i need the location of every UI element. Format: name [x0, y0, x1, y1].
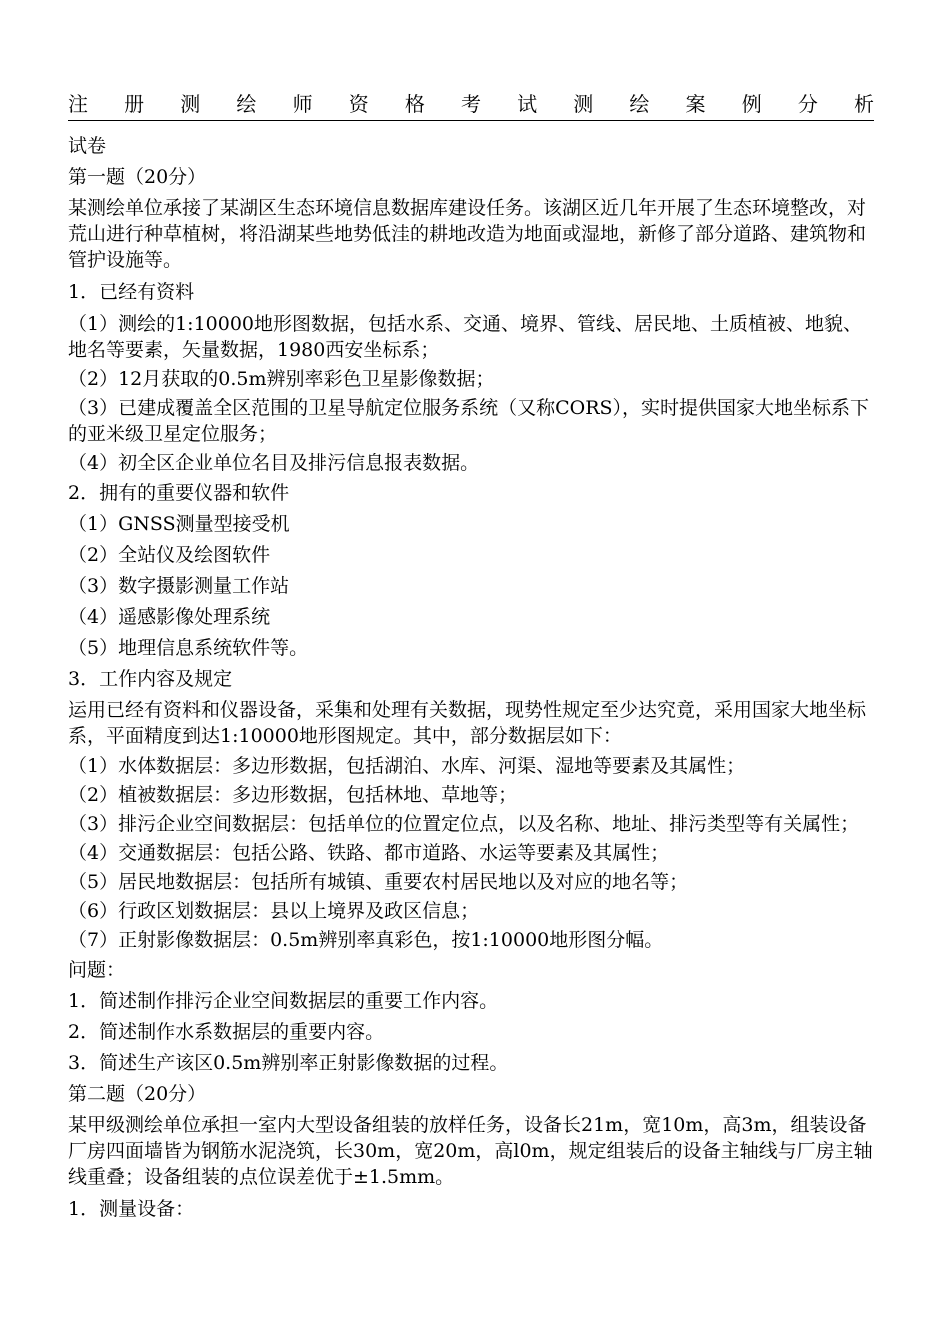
- section-heading: 1．测量设备：: [68, 1198, 195, 1220]
- title-char: 例: [741, 92, 762, 116]
- title-char: 格: [404, 92, 425, 116]
- list-item: （5）居民地数据层：包括所有城镇、重要农村居民地以及对应的地名等；: [68, 871, 689, 893]
- title-char: 试: [517, 92, 538, 116]
- list-item: （7）正射影像数据层：0.5m辨别率真彩色，按1:10000地形图分幅。: [68, 929, 664, 951]
- title-char: 注: [68, 92, 88, 116]
- list-item: （1）水体数据层：多边形数据，包括湖泊、水库、河渠、湿地等要素及其属性；: [68, 755, 746, 777]
- question-1-heading: 第一题（20分）: [68, 166, 207, 188]
- question-item: 3．简述生产该区0.5m辨别率正射影像数据的过程。: [68, 1052, 509, 1074]
- title-char: 册: [124, 92, 145, 116]
- title-char: 绘: [629, 92, 650, 116]
- document-page: [68, 90, 874, 1225]
- title-char: 绘: [236, 92, 257, 116]
- title-char: 资: [348, 92, 369, 116]
- list-item: （4）初全区企业单位名目及排污信息报表数据。: [68, 452, 480, 474]
- title-char: 分: [797, 92, 818, 116]
- list-item: （3）已建成覆盖全区范围的卫星导航定位服务系统（又称CORS），实时提供国家大地坐标系下的亚米级卫星定位服务；: [68, 397, 870, 445]
- section-heading: 2．拥有的重要仪器和软件: [68, 482, 290, 504]
- question-1-intro: 某测绘单位承接了某湖区生态环境信息数据库建设任务。该湖区近几年开展了生态环境整改，对荒山进行种草植树，将沿湖某些地势低洼的耕地改造为地面或湿地，新修了部分道路、建筑物和管护设施等。: [68, 197, 867, 271]
- list-item: （4）遥感影像处理系统: [68, 606, 271, 628]
- list-item: （3）数字摄影测量工作站: [68, 575, 290, 597]
- section-intro: 运用已经有资料和仪器设备，采集和处理有关数据，现势性规定至少达究竟，采用国家大地坐标系，平面精度到达1:10000地形图规定。其中，部分数据层如下：: [68, 699, 867, 747]
- list-item: （5）地理信息系统软件等。: [68, 637, 309, 659]
- title-char: 师: [292, 92, 313, 116]
- question-2-intro: 某甲级测绘单位承担一室内大型设备组装的放样任务，设备长21m，宽10m，高3m，组装设备厂房四面墙皆为钢筋水泥浇筑，长30m，宽20m，高l0m，规定组装后的设备主轴线与厂房主轴线重叠；设备组装的点位误差优于±1.5mm。: [68, 1114, 873, 1188]
- question-item: 1．简述制作排污企业空间数据层的重要工作内容。: [68, 990, 499, 1012]
- question-2-heading: 第二题（20分）: [68, 1083, 207, 1105]
- list-item: （2）植被数据层：多边形数据，包括林地、草地等；: [68, 784, 518, 806]
- list-item: （2）12月获取的0.5m辨别率彩色卫星影像数据；: [68, 368, 495, 390]
- section-heading: 3．工作内容及规定: [68, 668, 233, 690]
- title-char: 案: [685, 92, 706, 116]
- title-char: 考: [460, 92, 481, 116]
- title-char: 测: [573, 92, 594, 116]
- list-item: （6）行政区划数据层：县以上境界及政区信息；: [68, 900, 480, 922]
- question-item: 2．简述制作水系数据层的重要内容。: [68, 1021, 385, 1043]
- list-item: （4）交通数据层：包括公路、铁路、都市道路、水运等要素及其属性；: [68, 842, 670, 864]
- questions-heading: 问题：: [68, 959, 126, 981]
- section-heading: 1．已经有资料: [68, 281, 195, 303]
- title-char: 析: [853, 92, 874, 116]
- list-item: （2）全站仪及绘图软件: [68, 544, 271, 566]
- list-item: （3）排污企业空间数据层：包括单位的位置定位点，以及名称、地址、排污类型等有关属性；: [68, 813, 860, 835]
- list-item: （1）测绘的1:10000地形图数据，包括水系、交通、境界、管线、居民地、土质植被、地貌、地名等要素，矢量数据，1980西安坐标系；: [68, 313, 863, 361]
- document-subtitle: 试卷: [68, 135, 107, 157]
- list-item: （1）GNSS测量型接受机: [68, 513, 290, 535]
- title-char: 测: [180, 92, 201, 116]
- document-title: [68, 90, 874, 121]
